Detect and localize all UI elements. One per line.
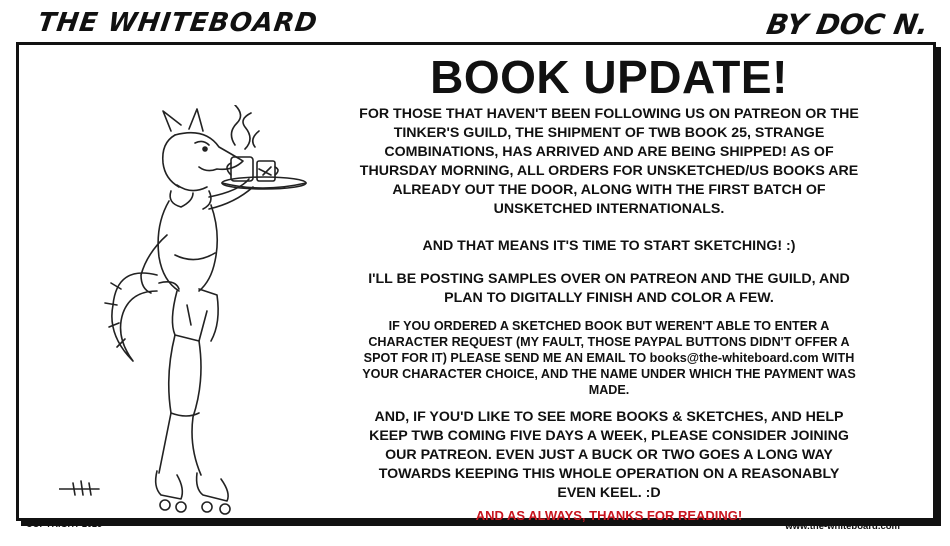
headline: BOOK UPDATE! <box>430 51 788 103</box>
copyright: COPYRIGHT 2025 <box>26 519 103 529</box>
site-url[interactable]: www.the-whiteboard.com <box>785 521 900 532</box>
paragraph-character-request: IF YOU ORDERED A SKETCHED BOOK BUT WEREN'T ABLE TO ENTER A CHARACTER REQUEST (MY FAULT, THOSE PAYPAL BUTTONS DIDN'T OFFER A SPOT FOR IT) PLEASE SEND ME AN EMAIL TO books@the-whiteboard.com WITH YOUR CHARACTER CHOICE, AND THE NAME UNDER WHICH THE PAYMENT WAS MADE. <box>362 319 856 397</box>
comic-panel <box>16 42 936 521</box>
paragraph-sketching: AND THAT MEANS IT'S TIME TO START SKETCHING! :) <box>422 238 796 254</box>
character-illustration <box>59 105 329 525</box>
strip-title: THE WHITEBOARD <box>35 8 320 38</box>
paragraph-samples: I'LL BE POSTING SAMPLES OVER ON PATREON AND THE GUILD, AND PLAN TO DIGITALLY FINISH AND COLOR A FEW. <box>368 271 850 306</box>
closing-line: AND AS ALWAYS, THANKS FOR READING! <box>475 508 743 523</box>
announcement-text <box>359 51 859 524</box>
paragraph-patreon: AND, IF YOU'D LIKE TO SEE MORE BOOKS & SKETCHES, AND HELP KEEP TWB COMING FIVE DAYS A WEEK, PLEASE CONSIDER JOINING OUR PATREON. EVEN JUST A BUCK OR TWO GOES A LONG WAY TOWARDS KEEPING THIS WHOLE OPERATION ON A REASONABLY EVEN KEEL. :D <box>369 409 849 501</box>
byline: BY DOC N. <box>763 8 931 41</box>
paragraph-shipment: FOR THOSE THAT HAVEN'T BEEN FOLLOWING US ON PATREON OR THE TINKER'S GUILD, THE SHIPMENT OF TWB BOOK 25, STRANGE COMBINATIONS, HAS ARRIVED AND ARE BEING SHIPPED! AS OF THURSDAY MORNING, ALL ORDERS FOR UNSKETCHED/US BOOKS ARE ALREADY OUT THE DOOR, ALONG WITH THE FIRST BATCH OF UNSKETCHED INTERNATIONALS. <box>359 106 859 217</box>
